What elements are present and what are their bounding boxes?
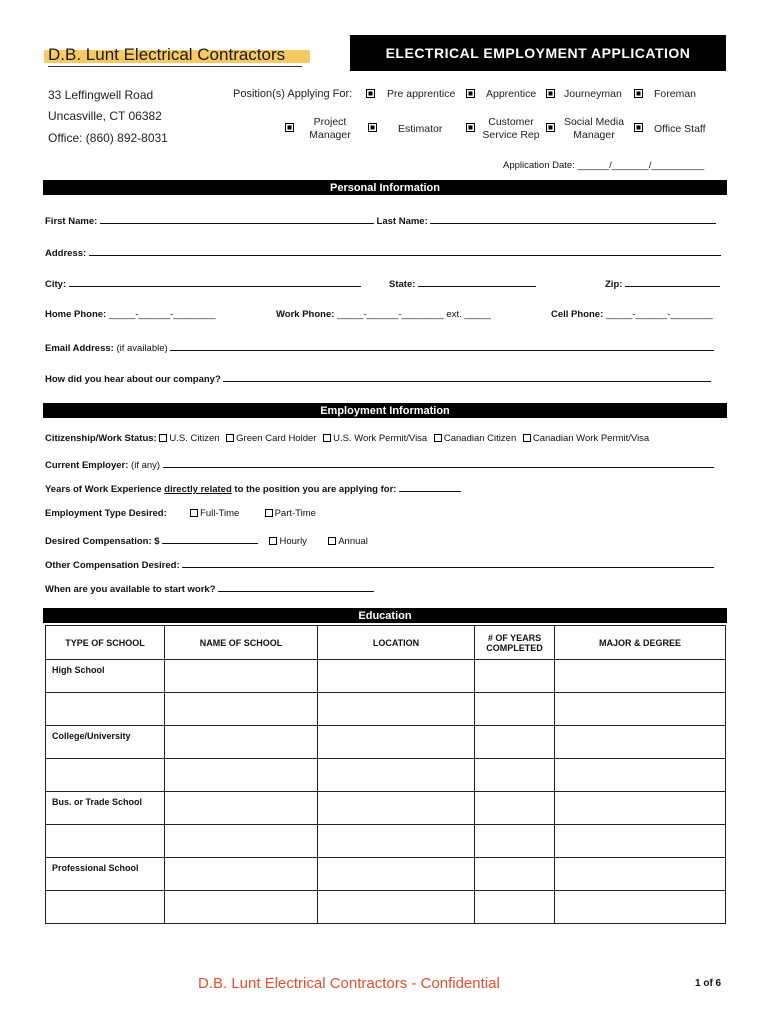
position-estimator: Estimator bbox=[398, 123, 443, 135]
other-comp-row bbox=[45, 558, 714, 571]
state-field[interactable] bbox=[418, 277, 536, 287]
position-pre-apprentice: Pre apprentice bbox=[387, 88, 456, 100]
table-row bbox=[46, 858, 726, 891]
cell-phone-label: Cell Phone: bbox=[551, 309, 604, 320]
zip-row bbox=[605, 277, 720, 290]
home-phone-field[interactable]: _____-______-________ bbox=[108, 309, 216, 320]
form-title: ELECTRICAL EMPLOYMENT APPLICATION bbox=[350, 35, 726, 71]
email-row bbox=[45, 341, 714, 354]
school-type-cell: High School bbox=[46, 660, 165, 693]
position-project-manager: Project Manager bbox=[309, 116, 351, 141]
current-employer-label: Current Employer: bbox=[45, 460, 129, 471]
checkbox-hourly[interactable] bbox=[269, 537, 277, 545]
table-row bbox=[46, 693, 726, 726]
col-years-completed: # OF YEARS COMPLETED bbox=[475, 626, 555, 660]
zip-field[interactable] bbox=[625, 277, 720, 287]
education-heading: Education bbox=[43, 608, 727, 623]
address-line-2: Uncasville, CT 06382 bbox=[48, 109, 162, 123]
address-field[interactable] bbox=[89, 246, 721, 256]
available-label: When are you available to start work? bbox=[45, 584, 216, 595]
table-row bbox=[46, 891, 726, 924]
hear-field[interactable] bbox=[223, 372, 711, 382]
years-label-underlined: directly related bbox=[164, 484, 232, 495]
table-row bbox=[46, 726, 726, 759]
hear-label: How did you hear about our company? bbox=[45, 374, 221, 385]
years-label-post: to the position you are applying for: bbox=[234, 484, 397, 495]
citizenship-row: Citizenship/Work Status: U.S. Citizen Green Card Holder U.S. Work Permit/Visa Canadian Citizen Canadian Work Permit/Visa bbox=[45, 433, 650, 444]
checkbox-canadian-citizen[interactable] bbox=[434, 434, 442, 442]
position-foreman: Foreman bbox=[654, 88, 697, 100]
positions-label: Position(s) Applying For: bbox=[233, 88, 353, 100]
school-type-cell: Bus. or Trade School bbox=[46, 792, 165, 825]
employment-type-label: Employment Type Desired: bbox=[45, 508, 167, 519]
checkbox-canadian-work-permit[interactable] bbox=[523, 434, 531, 442]
cell-phone-row bbox=[551, 309, 713, 320]
position-office-staff: Office Staff bbox=[654, 123, 706, 135]
email-field[interactable] bbox=[170, 341, 714, 351]
position-customer-service-rep: Customer Service Rep bbox=[482, 116, 540, 141]
checkbox-us-work-permit[interactable] bbox=[323, 434, 331, 442]
footer-confidential: D.B. Lunt Electrical Contractors - Confidential bbox=[198, 975, 500, 992]
state-label: State: bbox=[389, 279, 416, 290]
col-location: LOCATION bbox=[318, 626, 475, 660]
city-row bbox=[45, 277, 361, 290]
work-phone-ext[interactable]: ext. _____ bbox=[446, 309, 491, 320]
years-row bbox=[45, 482, 461, 495]
position-social-media-manager: Social Media Manager bbox=[563, 116, 625, 141]
address-line-1: 33 Leffingwell Road bbox=[48, 88, 154, 102]
position-journeyman: Journeyman bbox=[564, 88, 622, 100]
city-field[interactable] bbox=[69, 277, 361, 287]
work-phone-field[interactable]: _____-______-________ bbox=[337, 309, 444, 320]
col-type-of-school: TYPE OF SCHOOL bbox=[46, 626, 165, 660]
checkbox-green-card[interactable] bbox=[226, 434, 234, 442]
education-table bbox=[45, 625, 726, 924]
employment-type-row: Employment Type Desired: Full-Time Part-Time bbox=[45, 508, 316, 519]
years-field[interactable] bbox=[399, 482, 461, 492]
last-name-label: Last Name: bbox=[376, 216, 428, 227]
available-field[interactable] bbox=[218, 582, 374, 592]
checkbox-estimator[interactable] bbox=[368, 123, 377, 132]
table-row bbox=[46, 759, 726, 792]
other-comp-label: Other Compensation Desired: bbox=[45, 560, 180, 571]
checkbox-annual[interactable] bbox=[328, 537, 336, 545]
checkbox-part-time[interactable] bbox=[265, 509, 273, 517]
home-phone-row bbox=[45, 309, 216, 320]
zip-label: Zip: bbox=[605, 279, 623, 290]
compensation-row: Desired Compensation: $ Hourly Annual bbox=[45, 536, 368, 547]
col-name-of-school: NAME OF SCHOOL bbox=[165, 626, 318, 660]
current-employer-row bbox=[45, 458, 714, 471]
school-type-cell: College/University bbox=[46, 726, 165, 759]
application-date[interactable]: Application Date: ______/_______/__________ bbox=[503, 160, 705, 171]
employment-info-heading: Employment Information bbox=[43, 403, 727, 418]
city-label: City: bbox=[45, 279, 67, 290]
email-note: (if available) bbox=[116, 343, 168, 354]
position-apprentice: Apprentice bbox=[486, 88, 537, 100]
available-row bbox=[45, 582, 374, 595]
company-underline bbox=[48, 66, 302, 67]
current-employer-note: (if any) bbox=[131, 460, 161, 471]
education-header-row bbox=[46, 626, 726, 660]
home-phone-label: Home Phone: bbox=[45, 309, 107, 320]
years-label: Years of Work Experience bbox=[45, 484, 162, 495]
company-name: D.B. Lunt Electrical Contractors bbox=[48, 45, 286, 64]
office-phone: Office: (860) 892-8031 bbox=[48, 131, 168, 145]
email-label: Email Address: bbox=[45, 343, 114, 354]
state-row bbox=[389, 277, 536, 290]
work-phone-label: Work Phone: bbox=[276, 309, 335, 320]
checkbox-office-staff[interactable] bbox=[634, 123, 643, 132]
last-name-field[interactable] bbox=[430, 214, 716, 224]
checkbox-project-manager[interactable] bbox=[285, 123, 294, 132]
compensation-field[interactable] bbox=[162, 534, 258, 544]
first-name-label: First Name: bbox=[45, 216, 98, 227]
table-row bbox=[46, 660, 726, 693]
hear-row bbox=[45, 372, 711, 385]
checkbox-pre-apprentice[interactable] bbox=[366, 89, 375, 98]
page-number: 1 of 6 bbox=[695, 978, 722, 989]
address-label: Address: bbox=[45, 248, 87, 259]
checkbox-journeyman[interactable] bbox=[546, 89, 555, 98]
checkbox-full-time[interactable] bbox=[190, 509, 198, 517]
school-type-cell: Professional School bbox=[46, 858, 165, 891]
table-row bbox=[46, 825, 726, 858]
citizenship-label: Citizenship/Work Status: bbox=[45, 433, 157, 444]
name-row bbox=[45, 214, 716, 227]
cell-phone-field[interactable]: _____-______-________ bbox=[605, 309, 713, 320]
checkbox-foreman[interactable] bbox=[634, 89, 643, 98]
current-employer-field[interactable] bbox=[163, 458, 714, 468]
address-row bbox=[45, 246, 721, 259]
first-name-field[interactable] bbox=[100, 214, 374, 224]
checkbox-social-media-manager[interactable] bbox=[546, 123, 555, 132]
col-major-degree: MAJOR & DEGREE bbox=[555, 626, 726, 660]
checkbox-apprentice[interactable] bbox=[466, 89, 475, 98]
personal-info-heading: Personal Information bbox=[43, 180, 727, 195]
table-row bbox=[46, 792, 726, 825]
checkbox-us-citizen[interactable] bbox=[159, 434, 167, 442]
other-comp-field[interactable] bbox=[182, 558, 714, 568]
work-phone-row bbox=[276, 309, 491, 320]
checkbox-customer-service-rep[interactable] bbox=[466, 123, 475, 132]
compensation-label: Desired Compensation: $ bbox=[45, 536, 160, 547]
